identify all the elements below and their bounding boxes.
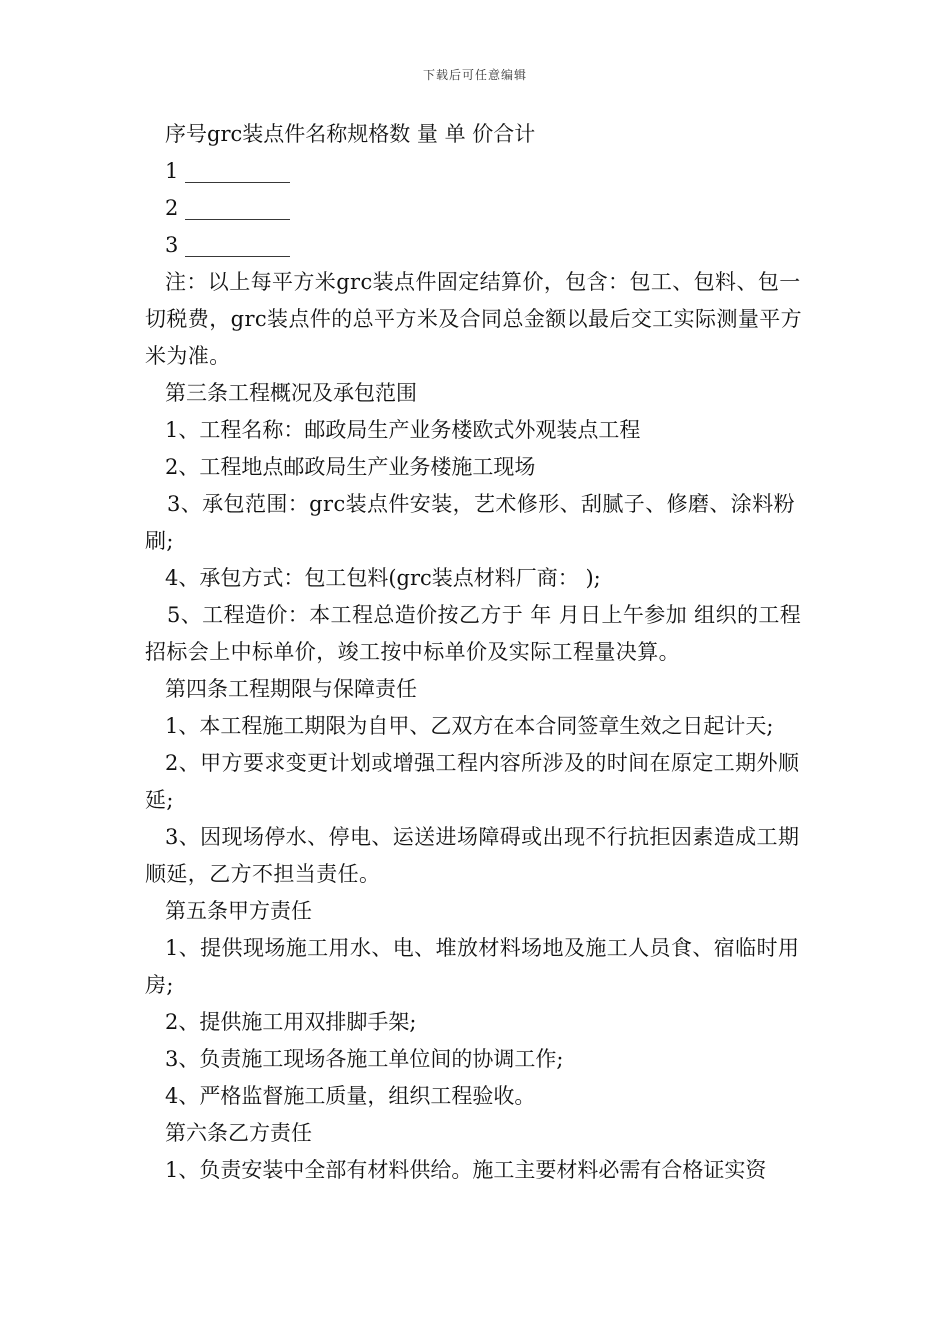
article-3-item-2: 2、工程地点邮政局生产业务楼施工现场 bbox=[165, 455, 536, 479]
article-4-item-1: 1、本工程施工期限为自甲、乙双方在本合同签章生效之日起计天; bbox=[165, 714, 774, 738]
article-5-heading: 第五条甲方责任 bbox=[165, 899, 312, 923]
article-5-item-3: 3、负责施工现场各施工单位间的协调工作; bbox=[165, 1047, 564, 1071]
article-5-item-4: 4、严格监督施工质量，组织工程验收。 bbox=[165, 1084, 536, 1108]
article-6-item-1: 1、负责安装中全部有材料供给。施工主要材料必需有合格证实资 bbox=[165, 1158, 767, 1182]
article-3-item-1: 1、工程名称：邮政局生产业务楼欧式外观装点工程 bbox=[165, 418, 641, 442]
article-4-item-3: 3、因现场停水、停电、运送进场障碍或出现不行抗拒因素造成工期顺延，乙方不担当责任。 bbox=[145, 825, 800, 886]
price-note-paragraph: 注：以上每平方米grc装点件固定结算价，包含：包工、包料、包一切税费，grc装点件的总平方米及合同总金额以最后交工实际测量平方米为准。 bbox=[145, 270, 803, 368]
article-5-item-1: 1、提供现场施工用水、电、堆放材料场地及施工人员食、宿临时用房; bbox=[145, 936, 800, 997]
article-6-heading: 第六条乙方责任 bbox=[165, 1121, 312, 1145]
article-3-heading: 第三条工程概况及承包范围 bbox=[165, 381, 417, 405]
table-row-2: 2 __________ bbox=[165, 196, 291, 220]
article-4-heading: 第四条工程期限与保障责任 bbox=[165, 677, 417, 701]
article-3-item-5: 5、工程造价：本工程总造价按乙方于 年 月日上午参加 组织的工程招标会上中标单价，竣工按中标单价及实际工程量决算。 bbox=[145, 603, 802, 664]
table-row-1: 1 __________ bbox=[165, 159, 291, 183]
table-row-3: 3 __________ bbox=[165, 233, 291, 257]
document-body bbox=[145, 116, 810, 1189]
article-5-item-2: 2、提供施工用双排脚手架; bbox=[165, 1010, 417, 1034]
page-header-note: 下载后可任意编辑 bbox=[422, 68, 527, 82]
article-3-item-3: 3、承包范围：grc装点件安装，艺术修形、刮腻子、修磨、涂料粉刷; bbox=[145, 492, 796, 553]
article-4-item-2: 2、甲方要求变更计划或增强工程内容所涉及的时间在原定工期外顺延; bbox=[145, 751, 800, 812]
table-header-line: 序号grc装点件名称规格数 量 单 价合计 bbox=[165, 122, 536, 146]
article-3-item-4: 4、承包方式：包工包料(grc装点材料厂商： ); bbox=[165, 566, 601, 590]
